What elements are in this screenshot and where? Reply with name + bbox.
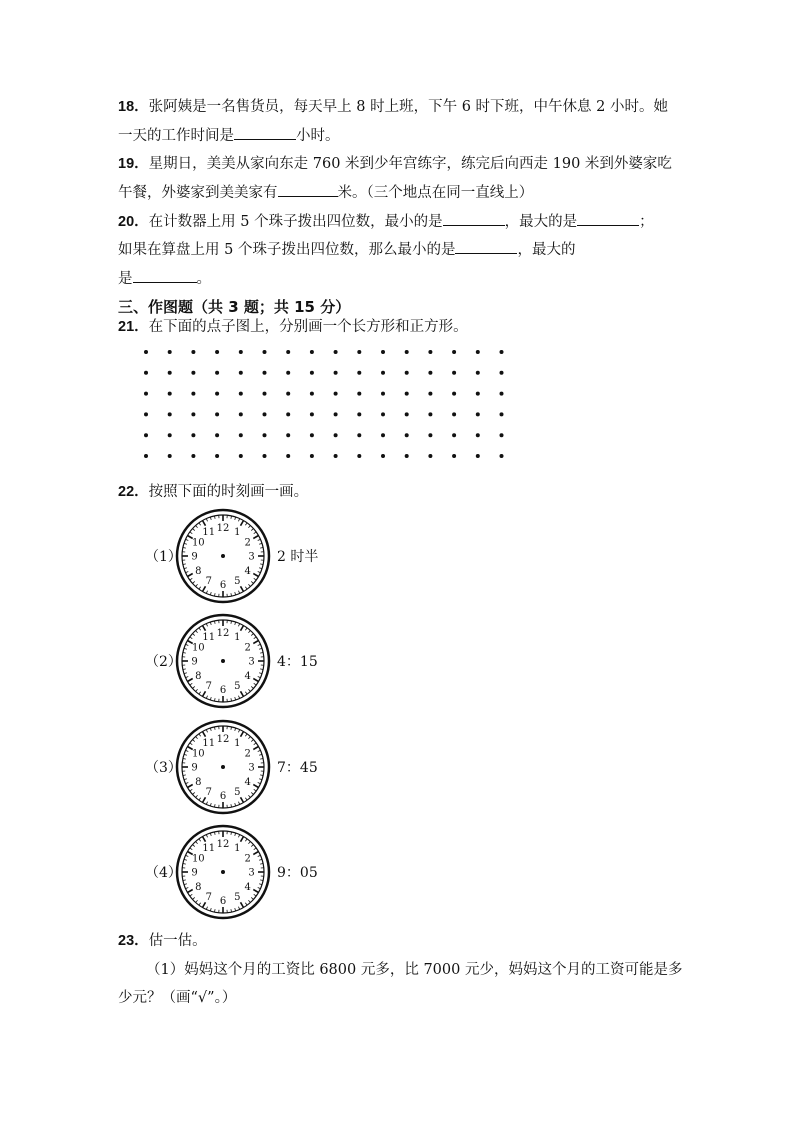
grid-dot[interactable] [286, 392, 290, 396]
question-text: ； [639, 214, 654, 230]
grid-dot[interactable] [191, 412, 195, 416]
clock-row-4 [145, 824, 365, 920]
clock-number: 6 [219, 896, 227, 907]
grid-dot[interactable] [263, 433, 267, 437]
grid-dot[interactable] [286, 433, 290, 437]
clock-label: （4） [145, 865, 182, 881]
clock-time: 7：45 [277, 760, 318, 776]
grid-dot[interactable] [263, 454, 267, 458]
clock-face-icon[interactable] [175, 508, 271, 604]
question-text: 在计数器上用 5 个珠子拨出四位数，最小的是 [148, 214, 443, 230]
grid-dot[interactable] [476, 412, 480, 416]
grid-dot[interactable] [168, 371, 172, 375]
grid-dot[interactable] [191, 392, 195, 396]
clock-number: 12 [216, 734, 230, 745]
section-title: 三、作图题（共 3 题；共 15 分） [118, 298, 351, 316]
grid-dot[interactable] [428, 433, 432, 437]
grid-dot[interactable] [286, 350, 290, 354]
question-text: 张阿姨是一名售货员，每天早上 8 时上班，下午 6 时下班，中午休息 2 小时。她 [148, 99, 668, 115]
question-text: 小时。 [296, 128, 340, 144]
question-number: 22． [118, 484, 149, 500]
answer-blank[interactable] [455, 239, 517, 254]
question-text: 是 [118, 271, 133, 287]
clock-row-2 [145, 613, 365, 709]
grid-dot[interactable] [310, 433, 314, 437]
grid-dot[interactable] [428, 412, 432, 416]
q23-sub1-line2 [118, 988, 236, 1008]
clock-number: 4 [244, 565, 251, 577]
clock-row-1 [145, 508, 365, 604]
grid-dot[interactable] [239, 433, 243, 437]
clock-number: 1 [234, 842, 241, 854]
clock-number: 11 [202, 842, 216, 854]
question-number: 18． [118, 99, 149, 115]
grid-dot[interactable] [239, 371, 243, 375]
grid-dot[interactable] [357, 433, 361, 437]
clock-number: 3 [248, 551, 255, 563]
clock-label: （3） [145, 760, 182, 776]
q20-line1 [118, 211, 654, 232]
question-text: 午餐，外婆家到美美家有 [118, 185, 278, 201]
grid-dot[interactable] [144, 433, 148, 437]
grid-dot[interactable] [191, 350, 195, 354]
clock-number: 7 [205, 892, 212, 904]
grid-dot[interactable] [168, 412, 172, 416]
clock-number: 2 [244, 642, 251, 654]
grid-dot[interactable] [500, 392, 504, 396]
grid-dot[interactable] [476, 454, 480, 458]
grid-dot[interactable] [310, 454, 314, 458]
clock-face-icon[interactable] [175, 719, 271, 815]
grid-dot[interactable] [452, 412, 456, 416]
clock-number: 7 [205, 576, 212, 588]
grid-dot[interactable] [215, 454, 219, 458]
grid-dot[interactable] [357, 350, 361, 354]
clock-center-dot [221, 659, 225, 663]
clock-number: 10 [191, 748, 205, 760]
grid-dot[interactable] [381, 433, 385, 437]
clock-time: 9：05 [277, 865, 318, 881]
clock-number: 6 [219, 685, 227, 696]
grid-dot[interactable] [215, 433, 219, 437]
grid-dot[interactable] [428, 371, 432, 375]
grid-dot[interactable] [168, 433, 172, 437]
grid-dot[interactable] [215, 371, 219, 375]
grid-dot[interactable] [476, 392, 480, 396]
grid-dot[interactable] [239, 392, 243, 396]
grid-dot[interactable] [215, 350, 219, 354]
grid-dot[interactable] [405, 454, 409, 458]
clock-number: 4 [244, 776, 251, 788]
answer-blank[interactable] [577, 211, 639, 226]
grid-dot[interactable] [286, 371, 290, 375]
grid-dot[interactable] [452, 433, 456, 437]
clock-number: 1 [234, 737, 241, 749]
q18-line1 [118, 97, 668, 117]
question-text: ，最大的 [517, 242, 576, 258]
question-text: 一天的工作时间是 [118, 128, 234, 144]
clock-number: 1 [234, 526, 241, 538]
grid-dot[interactable] [405, 392, 409, 396]
question-text: ，最大的是 [504, 214, 578, 230]
grid-dot[interactable] [405, 371, 409, 375]
clock-row-3 [145, 719, 365, 815]
clock-number: 5 [234, 681, 241, 693]
question-number: 20． [118, 214, 149, 230]
grid-dot[interactable] [428, 350, 432, 354]
answer-blank[interactable] [234, 125, 296, 140]
grid-dot[interactable] [263, 371, 267, 375]
grid-dot[interactable] [144, 350, 148, 354]
grid-dot[interactable] [452, 454, 456, 458]
grid-dot[interactable] [334, 454, 338, 458]
grid-dot[interactable] [239, 412, 243, 416]
clock-number: 10 [191, 642, 205, 654]
question-number: 23． [118, 933, 149, 949]
grid-dot[interactable] [144, 412, 148, 416]
q20-line2 [118, 239, 575, 260]
clock-center-dot [221, 554, 225, 558]
grid-dot[interactable] [381, 454, 385, 458]
clock-number: 3 [248, 656, 255, 668]
clock-number: 7 [205, 681, 212, 693]
grid-dot[interactable] [286, 454, 290, 458]
clock-number: 4 [244, 670, 251, 682]
clock-number: 12 [216, 839, 230, 850]
grid-dot[interactable] [357, 454, 361, 458]
grid-dot[interactable] [452, 350, 456, 354]
clock-number: 9 [191, 551, 198, 563]
grid-dot[interactable] [500, 350, 504, 354]
grid-dot[interactable] [334, 371, 338, 375]
clock-number: 9 [191, 867, 198, 879]
grid-dot[interactable] [191, 433, 195, 437]
grid-dot[interactable] [500, 371, 504, 375]
clock-number: 12 [216, 523, 230, 534]
question-number: 21． [118, 319, 149, 335]
grid-dot[interactable] [381, 371, 385, 375]
clock-number: 6 [219, 580, 227, 591]
grid-dot[interactable] [263, 350, 267, 354]
question-text: 如果在算盘上用 5 个珠子拨出四位数，那么最小的是 [118, 242, 456, 258]
grid-dot[interactable] [263, 392, 267, 396]
grid-dot[interactable] [168, 350, 172, 354]
grid-dot[interactable] [310, 350, 314, 354]
clock-number: 8 [195, 565, 202, 577]
clock-number: 2 [244, 853, 251, 865]
clock-center-dot [221, 765, 225, 769]
grid-dot[interactable] [500, 412, 504, 416]
clock-number: 3 [248, 867, 255, 879]
grid-dot[interactable] [168, 454, 172, 458]
q19-line1 [118, 154, 672, 174]
grid-dot[interactable] [428, 454, 432, 458]
grid-dot[interactable] [144, 392, 148, 396]
answer-blank[interactable] [443, 211, 505, 226]
clock-number: 11 [202, 631, 216, 643]
question-text: 星期日，美美从家向东走 760 米到少年宫练字，练完后向西走 190 米到外婆家吃 [148, 156, 672, 172]
clock-number: 12 [216, 628, 230, 639]
grid-dot[interactable] [263, 412, 267, 416]
grid-dot[interactable] [500, 454, 504, 458]
question-text: 估一估。 [148, 933, 207, 949]
clock-face-icon[interactable] [175, 824, 271, 920]
q18-line2 [118, 125, 340, 146]
grid-dot[interactable] [500, 433, 504, 437]
grid-dot[interactable] [144, 371, 148, 375]
question-text: 在下面的点子图上，分别画一个长方形和正方形。 [148, 319, 468, 335]
grid-dot[interactable] [428, 392, 432, 396]
grid-dot[interactable] [405, 350, 409, 354]
clock-number: 6 [219, 791, 227, 802]
clock-number: 2 [244, 537, 251, 549]
grid-dot[interactable] [191, 454, 195, 458]
grid-dot[interactable] [452, 371, 456, 375]
grid-dot[interactable] [334, 433, 338, 437]
clock-label: （2） [145, 654, 182, 670]
answer-blank[interactable] [133, 268, 197, 283]
answer-blank[interactable] [278, 182, 338, 197]
q19-line2 [118, 182, 533, 203]
question-text: 米。（三个地点在同一直线上） [337, 185, 534, 201]
grid-dot[interactable] [191, 371, 195, 375]
clock-center-dot [221, 870, 225, 874]
grid-dot[interactable] [381, 350, 385, 354]
clock-number: 9 [191, 656, 198, 668]
clock-number: 10 [191, 537, 205, 549]
grid-dot[interactable] [357, 371, 361, 375]
grid-dot[interactable] [310, 371, 314, 375]
clock-number: 9 [191, 762, 198, 774]
clock-number: 8 [195, 776, 202, 788]
grid-dot[interactable] [381, 392, 385, 396]
question-text: （1）妈妈这个月的工资比 6800 元多，比 7000 元少，妈妈这个月的工资可能是多 [146, 962, 683, 978]
question-text: 。 [196, 271, 211, 287]
grid-dot[interactable] [476, 350, 480, 354]
clock-number: 7 [205, 787, 212, 799]
grid-dot[interactable] [239, 350, 243, 354]
clock-face-icon[interactable] [175, 613, 271, 709]
grid-dot[interactable] [334, 350, 338, 354]
grid-dot[interactable] [310, 392, 314, 396]
clock-number: 5 [234, 576, 241, 588]
grid-dot[interactable] [239, 454, 243, 458]
q21-line [118, 317, 468, 337]
grid-dot[interactable] [452, 392, 456, 396]
grid-dot[interactable] [334, 392, 338, 396]
clock-number: 8 [195, 881, 202, 893]
grid-dot[interactable] [168, 392, 172, 396]
q22-line [118, 482, 308, 502]
grid-dot[interactable] [286, 412, 290, 416]
clock-label: （1） [145, 549, 182, 565]
clock-number: 10 [191, 853, 205, 865]
clock-number: 8 [195, 670, 202, 682]
grid-dot[interactable] [476, 371, 480, 375]
grid-dot[interactable] [334, 412, 338, 416]
question-text: 按照下面的时刻画一画。 [148, 484, 309, 500]
grid-dot[interactable] [215, 412, 219, 416]
question-text: 少元？（画“√”。） [118, 990, 237, 1006]
question-number: 19． [118, 156, 149, 172]
grid-dot[interactable] [381, 412, 385, 416]
grid-dot[interactable] [357, 392, 361, 396]
clock-number: 5 [234, 892, 241, 904]
clock-number: 2 [244, 748, 251, 760]
clock-number: 1 [234, 631, 241, 643]
clock-number: 4 [244, 881, 251, 893]
clock-number: 11 [202, 737, 216, 749]
grid-dot[interactable] [405, 412, 409, 416]
grid-dot[interactable] [476, 433, 480, 437]
grid-dot[interactable] [215, 392, 219, 396]
grid-dot[interactable] [310, 412, 314, 416]
clock-number: 3 [248, 762, 255, 774]
clock-number: 11 [202, 526, 216, 538]
clock-time: 4：15 [277, 654, 318, 670]
grid-dot[interactable] [144, 454, 148, 458]
grid-dot[interactable] [405, 433, 409, 437]
q23-sub1-line1 [146, 960, 682, 980]
grid-dot[interactable] [357, 412, 361, 416]
q20-line3 [118, 268, 211, 289]
dot-grid[interactable] [140, 346, 520, 466]
clock-time: 2 时半 [277, 549, 319, 565]
clock-number: 5 [234, 787, 241, 799]
q23-line [118, 931, 207, 951]
